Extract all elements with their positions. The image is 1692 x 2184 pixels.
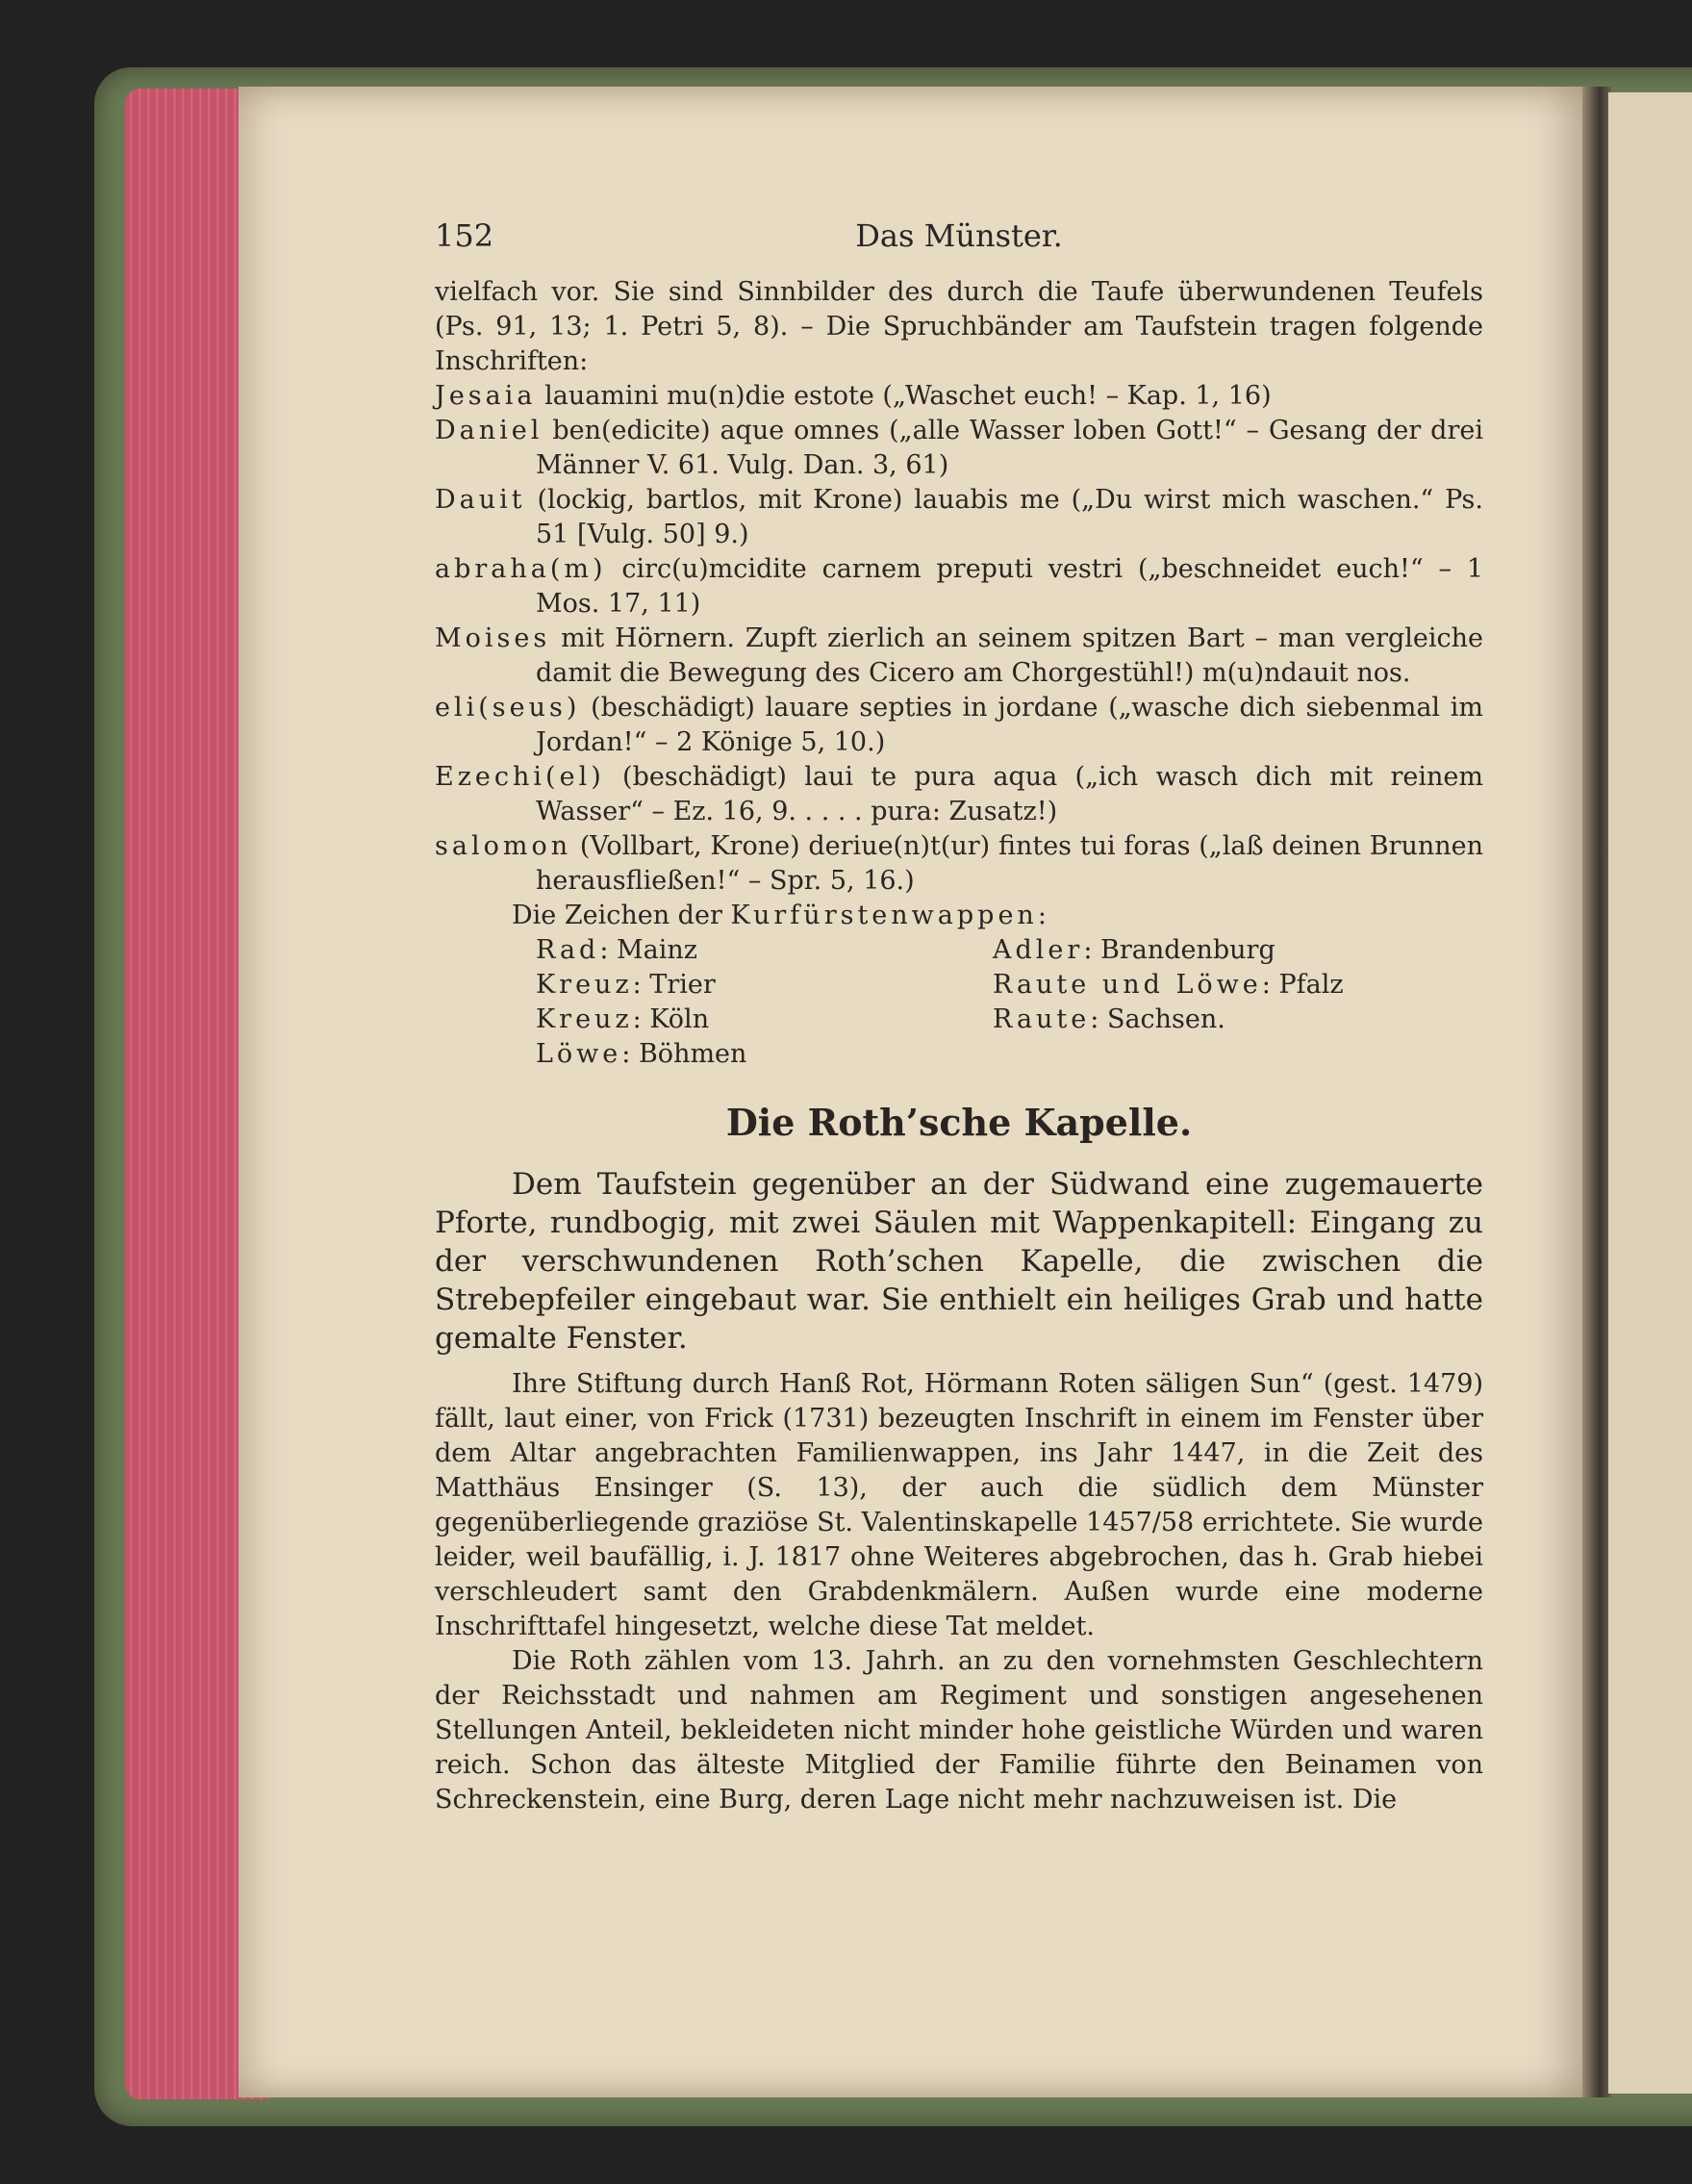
inscription-entry: Ezechi(el) (beschädigt) laui te pura aqua („ich wasch dich mit reinem Wasser“ – Ez. 16, 9. . . . . pura: Zusatz!) [435, 762, 1483, 826]
inscription-entry: Daniel ben(edicite) aque omnes („alle Wasser loben Gott!“ – Gesang der drei Männer V. 61. Vulg. Dan. 3, 61) [435, 416, 1483, 480]
inscription-entry: eli(seus) (beschädigt) lauare septies in jordane („wasche dich siebenmal im Jordan!“ – 2 Könige 5, 10.) [435, 693, 1483, 757]
elector-item: Raute und Löwe: Pfalz [993, 970, 1344, 1000]
section-heading: Die Roth’sche Kapelle. [725, 1101, 1193, 1144]
inscription-entry: Moises mit Hörnern. Zupft zierlich an seinem spitzen Bart – man vergleiche damit die Bewegung des Cicero am Chorgestühl!) m(u)ndauit nos. [435, 623, 1483, 688]
inscription-entry: salomon (Vollbart, Krone) deriue(n)t(ur) fintes tui foras („laß deinen Brunnen herausfließen!“ – Spr. 5, 16.) [435, 831, 1483, 896]
elector-item: Raute: Sachsen. [993, 1004, 1225, 1034]
electors-intro: Die Zeichen der Kurfürstenwappen: [512, 901, 1047, 930]
elector-item: Löwe: Böhmen [536, 1039, 747, 1069]
book-gutter [1582, 87, 1611, 2097]
elector-item: Rad: Mainz [536, 935, 698, 965]
body-paragraph: Die Roth zählen vom 13. Jahrh. an zu den vornehmsten Geschlechtern der Reichsstadt und nahmen am Regiment und sonstigen angesehenen Stellungen Anteil, bekleideten nicht minder hohe geistliche Würden und waren reich. Schon das älteste Mitglied der Familie führte den Beinamen von Schreckenstein, eine Burg, deren Lage nicht mehr nachzuweisen ist. Die [435, 1646, 1483, 1815]
page-header [435, 217, 1483, 275]
body-small [435, 1367, 1483, 1817]
electors-table [435, 933, 1483, 1072]
inscription-entry: abraha(m) circ(u)mcidite carnem preputi vestri („beschneidet euch!“ – 1 Mos. 17, 11) [435, 554, 1483, 619]
page-content [435, 217, 1483, 1817]
body-large [435, 1165, 1483, 1358]
inscription-entry: Jesaia lauamini mu(n)die estote („Waschet euch! – Kap. 1, 16) [435, 381, 1272, 411]
elector-item: Adler: Brandenburg [993, 935, 1275, 965]
intro-paragraph: vielfach vor. Sie sind Sinnbilder des durch die Taufe überwundenen Teufels (Ps. 91, 13; 1. Petri 5, 8). – Die Spruchbänder am Taufstein tragen folgende Inschriften: [435, 277, 1483, 376]
inscriptions-section [435, 275, 1483, 1072]
elector-item: Kreuz: Trier [536, 970, 716, 1000]
page-number: 152 [435, 217, 494, 254]
body-large-paragraph: Dem Taufstein gegenüber an der Südwand eine zugemauerte Pforte, rundbogig, mit zwei Säulen mit Wappenkapitell: Eingang zu der verschwundenen Roth’schen Kapelle, die zwischen die Strebepfeiler eingebaut war. Sie enthielt ein heiliges Grab und hatte gemalte Fenster. [435, 1167, 1483, 1356]
facing-page-edge [1608, 92, 1692, 2094]
running-title: Das Münster. [855, 217, 1063, 254]
body-paragraph: Ihre Stiftung durch Hanß Rot, Hörmann Roten säligen Sun“ (gest. 1479) fällt, laut einer, von Frick (1731) bezeugten Inschrift in einem im Fenster über dem Altar angebrachten Familienwappen, ins Jahr 1447, in die Zeit des Matthäus Ensinger (S. 13), der auch die südlich dem Münster gegenüberliegende graziöse St. Valentinskapelle 1457/58 errichtete. Sie wurde leider, weil baufällig, i. J. 1817 ohne Weiteres abgebrochen, das h. Grab hiebei verschleudert samt den Grabdenkmälern. Außen wurde eine moderne Inschrifttafel hingesetzt, welche diese Tat meldet. [435, 1369, 1483, 1641]
inscription-entry: Dauit (lockig, bartlos, mit Krone) lauabis me („Du wirst mich waschen.“ Ps. 51 [Vulg. 50] 9.) [435, 485, 1483, 549]
elector-item: Kreuz: Köln [536, 1004, 710, 1034]
